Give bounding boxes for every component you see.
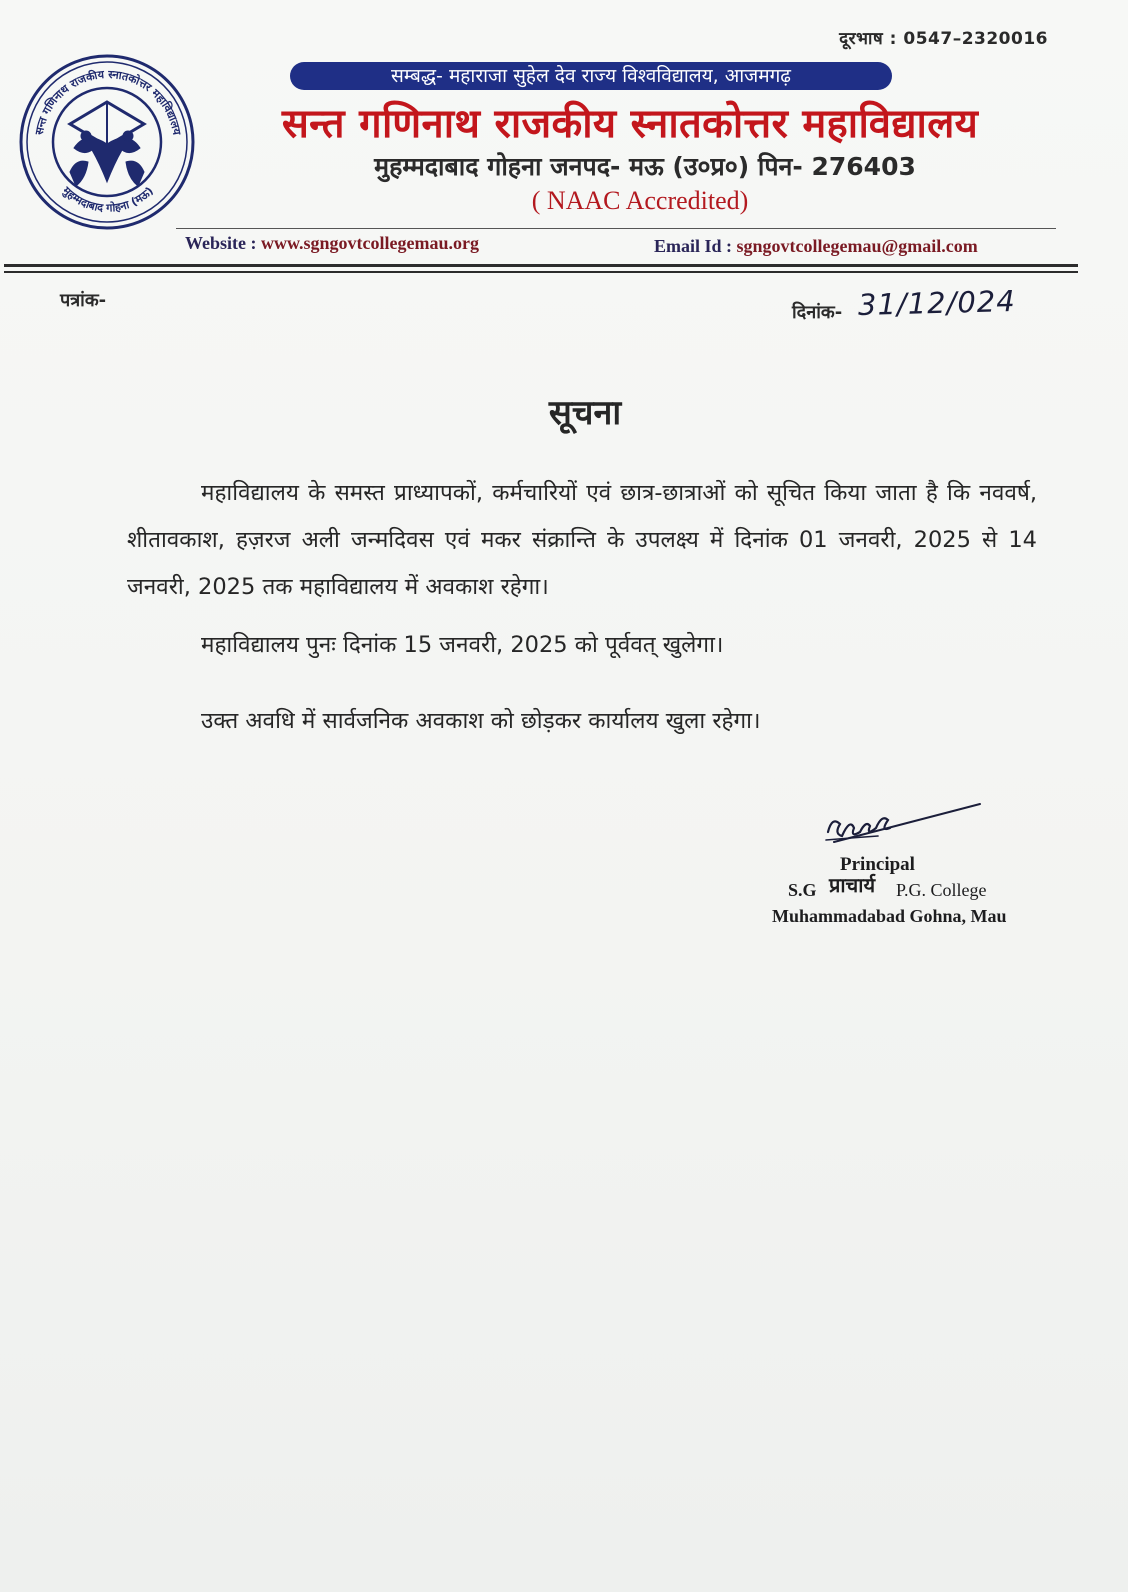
signatory-place: Muhammadabad Gohna, Mau <box>772 906 1007 926</box>
seal-text-bottom: मुहम्मदाबाद गोहना (मऊ) <box>60 184 156 215</box>
notice-title: सूचना <box>548 393 622 433</box>
principal-signature-icon <box>820 798 990 858</box>
notice-paragraph-2: महाविद्यालय पुनः दिनांक 15 जनवरी, 2025 को पूर्ववत् खुलेगा। <box>201 632 724 658</box>
email-label: Email Id : <box>654 236 737 256</box>
svg-text:मुहम्मदाबाद गोहना (मऊ) <box>59 184 156 215</box>
college-abbreviation: S.G <box>788 880 817 900</box>
email-line <box>654 236 978 257</box>
notice-paragraph-3: उक्त अवधि में सार्वजनिक अवकाश को छोड़कर कार्यालय खुला रहेगा। <box>201 708 761 734</box>
college-address: मुहम्मदाबाद गोहना जनपद- मऊ (उ०प्र०) पिन- 276403 <box>374 152 916 181</box>
header-divider-thick <box>4 264 1078 267</box>
accreditation-line: ( NAAC Accredited) <box>531 186 749 215</box>
header-divider-thin <box>176 228 1056 229</box>
college-seal-icon <box>14 52 200 232</box>
reference-number-label: पत्रांक- <box>60 290 107 311</box>
handwritten-date: 31/12/024 <box>857 283 1017 323</box>
header-divider-double <box>4 271 1078 273</box>
signatory-college: P.G. College <box>896 880 987 900</box>
notice-paragraph-1: महाविद्यालय के समस्त प्राध्यापकों, कर्मचारियों एवं छात्र-छात्राओं को सूचित किया जाता है कि नववर्ष, शीतावकाश, हज़रज अली जन्मदिवस एवं मकर संक्रान्ति के उपलक्ष्य में दिनांक 01 जनवरी, 2025 से 14 जनवरी, 2025 तक महाविद्यालय में अवकाश रहेगा। <box>127 480 1037 600</box>
phone-number: दूरभाष : 0547–2320016 <box>839 29 1048 49</box>
website-link[interactable]: www.sgngovtcollegemau.org <box>261 233 479 253</box>
email-link[interactable]: sgngovtcollegemau@gmail.com <box>736 236 978 256</box>
date-label: दिनांक- <box>792 302 843 323</box>
college-name: सन्त गणिनाथ राजकीय स्नातकोत्तर महाविद्यालय <box>281 101 979 147</box>
signatory-title: Principal <box>840 854 915 875</box>
website-line <box>185 233 479 254</box>
website-label: Website : <box>185 233 261 253</box>
seal-text-top: सन्त गणिनाथ राजकीय स्नातकोत्तर महाविद्यालय <box>32 67 184 136</box>
affiliation-banner: सम्बद्ध- महाराजा सुहेल देव राज्य विश्वविद्यालय, आजमगढ़ <box>290 62 892 90</box>
office-stamp-hindi: प्राचार्य <box>829 873 876 897</box>
